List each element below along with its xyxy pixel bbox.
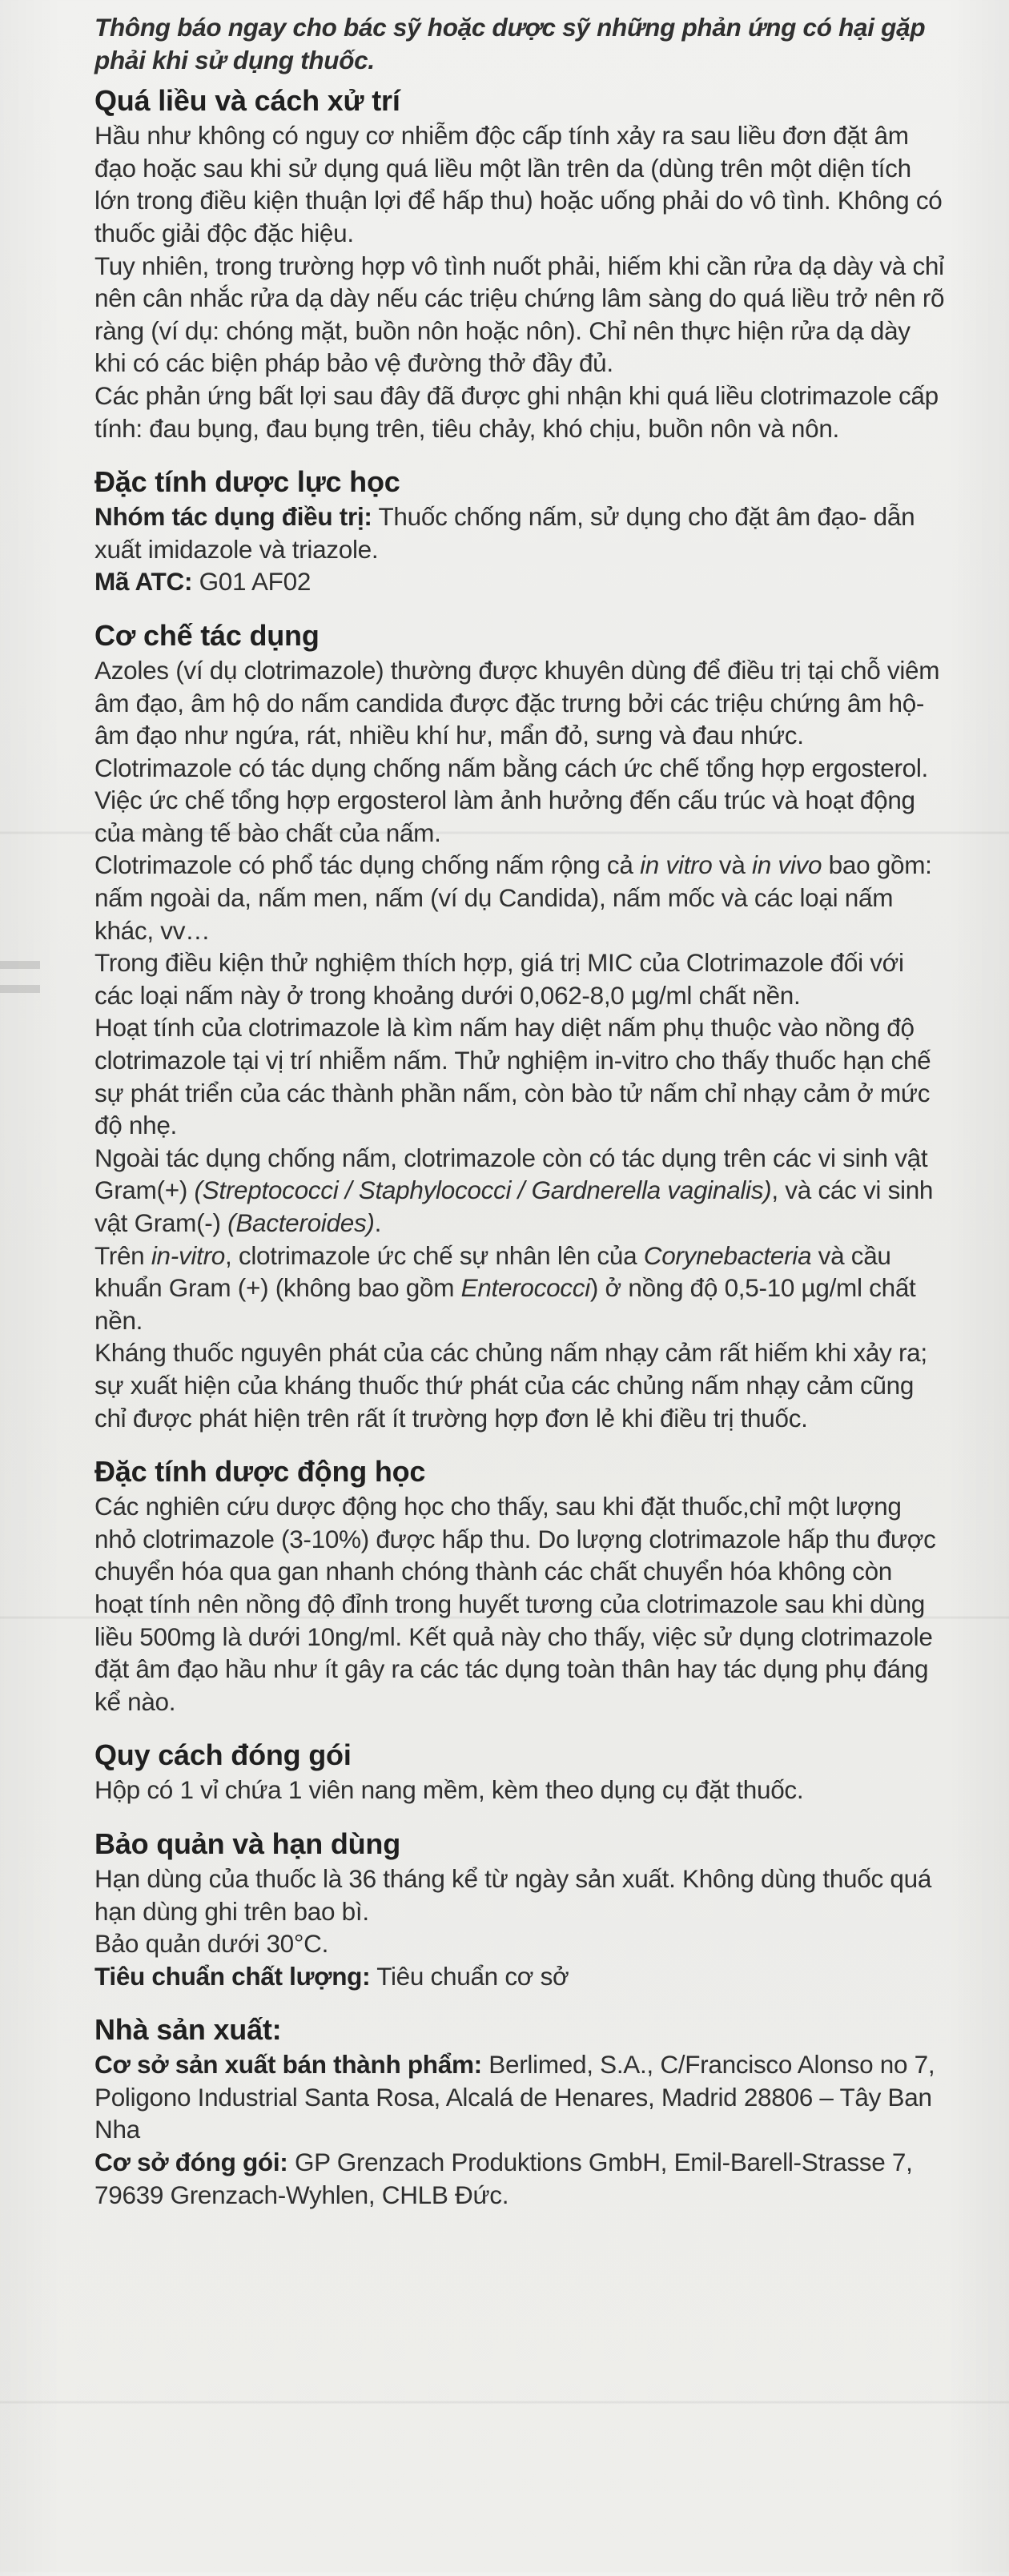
text-run: bao gồm: nấm ngoài da, nấm men, nấm (ví dụ Candida), nấm mốc và các loại nấm khác, vv… [94, 850, 932, 945]
pharmacokinetics-paragraph: Các nghiên cứu dược động học cho thấy, sau khi đặt thuốc,chỉ một lượng nhỏ clotrimazole (3-10%) được hấp thu. Do lượng clotrimazole hấp thu được chuyển hóa qua gan nhanh chóng thành các chất chuyển hóa không còn hoạt tính nên nồng độ đỉnh trong huyết tương của clotrimazole sau khi dùng liều 500mg là dưới 10ng/ml. Kết quả này cho thấy, việc sử dụng clotrimazole đặt âm đạo hầu như ít gây ra các tác dụng toàn thân hay tác dụng phụ đáng kể nào. [94, 1492, 936, 1716]
mechanism-paragraph: Azoles (ví dụ clotrimazole) thường được khuyên dùng để điều trị tại chỗ viêm âm đạo, âm hộ do nấm candida được đặc trưng bởi các triệu chứng âm hộ- âm đạo như ngứa, rát, nhiều khí hư, mẩn đỏ, sưng và đau nhức. [94, 655, 940, 750]
packaging-site [94, 2146, 945, 2211]
text-run: ) ở nồng độ 0,5-10 µg/ml chất nền. [94, 1273, 916, 1335]
packaging-paragraph: Hộp có 1 vỉ chứa 1 viên nang mềm, kèm theo dụng cụ đặt thuốc. [94, 1775, 804, 1805]
manufacturing-site-address: Berlimed, S.A., C/Francisco Alonso no 7, Poligono Industrial Santa Rosa, Alcalá de Henares, Madrid 28806 – Tây Ban Nha [94, 2050, 935, 2144]
text-run-italic: Corynebacteria [643, 1240, 812, 1270]
quality-standard [94, 1960, 945, 1993]
mechanism-paragraph [94, 849, 945, 946]
text-run: , clotrimazole ức chế sự nhân lên của [224, 1240, 644, 1270]
quality-standard-value: Tiêu chuẩn cơ sở [370, 1961, 569, 1991]
text-run-italic: Enterococci [460, 1273, 590, 1303]
text-run: Ngoài tác dụng chống nấm, clotrimazole còn có tác dụng trên các vi sinh vật Gram(+) [94, 1143, 928, 1205]
atc-value: G01 AF02 [192, 567, 312, 597]
storage-condition-text: Bảo quản dưới 30°C. [94, 1929, 329, 1959]
storage-heading: Bảo quản và hạn dùng [94, 1827, 401, 1860]
mechanism-paragraph: Trong điều kiện thử nghiệm thích hợp, giá trị MIC của Clotrimazole đối với các loại nấm này ở trong khoảng dưới 0,062-8,0 µg/ml chất nền. [94, 948, 904, 1010]
packaging-site-address: GP Grenzach Produktions GmbH, Emil-Barell-Strasse 7, 79639 Grenzach-Wyhlen, CHLB Đức. [94, 2148, 913, 2209]
text-run: Clotrimazole có phổ tác dụng chống nấm rộng cả [94, 850, 641, 880]
manufacturer-heading: Nhà sản xuất: [94, 2013, 282, 2047]
overdose-paragraph: Hầu như không có nguy cơ nhiễm độc cấp tính xảy ra sau liều đơn đặt âm đạo hoặc sau khi sử dụng quá liều một lần trên da (dùng trên một diện tích lớn trong điều kiện thuận lợi để hấp thu) hoặc uống phải do vô tình. Không có thuốc giải độc đặc hiệu. [94, 121, 943, 247]
leaflet-text [94, 11, 945, 2211]
packaging-site-label: Cơ sở đóng gói: [94, 2148, 288, 2177]
text-run-italic: (Bacteroides) [227, 1208, 375, 1237]
mechanism-paragraph [94, 1240, 945, 1337]
scan-edge-mark [0, 961, 40, 969]
mechanism-paragraph [94, 1142, 945, 1240]
quality-standard-label: Tiêu chuẩn chất lượng: [94, 1961, 371, 1991]
overdose-paragraph: Tuy nhiên, trong trường hợp vô tình nuốt phải, hiếm khi cần rửa dạ dày và chỉ nên cân nhắc rửa dạ dày nếu các triệu chứng lâm sàng do quá liều trở nên rõ ràng (ví dụ: chóng mặt, buồn nôn hoặc nôn). Chỉ nên thực hiện rửa dạ dày khi có các biện pháp bảo vệ đường thở đầy đủ. [94, 251, 945, 378]
mechanism-paragraph: Kháng thuốc nguyên phát của các chủng nấm nhạy cảm rất hiếm khi xảy ra; sự xuất hiện của kháng thuốc thứ phát của các chủng nấm nhạy cảm cũng chỉ được phát hiện trên rất ít trường hợp đơn lẻ khi điều trị thuốc. [94, 1338, 927, 1433]
mechanism-paragraph: Clotrimazole có tác dụng chống nấm bằng cách ức chế tổng hợp ergosterol. Việc ức chế tổng hợp ergosterol làm ảnh hưởng đến cấu trúc và hoạt động của màng tế bào chất của nấm. [94, 753, 929, 847]
shelf-life-text: Hạn dùng của thuốc là 36 tháng kể từ ngày sản xuất. Không dùng thuốc quá hạn dùng ghi trên bao bì. [94, 1863, 932, 1926]
mechanism-paragraph: Hoạt tính của clotrimazole là kìm nấm hay diệt nấm phụ thuộc vào nồng độ clotrimazole tại vị trí nhiễm nấm. Thử nghiệm in-vitro cho thấy thuốc hạn chế sự phát triển của các thành phần nấm, còn bào tử nấm chỉ nhạy cảm ở mức độ nhẹ. [94, 1013, 931, 1140]
text-run: , và các vi sinh vật Gram(-) [94, 1175, 934, 1237]
text-run-italic: (Streptococci / Staphylococci / Gardnerella vaginalis) [194, 1175, 772, 1205]
text-run-italic: in vitro [640, 850, 713, 880]
mechanism-heading: Cơ chế tác dụng [94, 618, 320, 652]
packaging-heading: Quy cách đóng gói [94, 1738, 352, 1772]
manufacturing-site-label: Cơ sở sản xuất bán thành phẩm: [94, 2050, 482, 2080]
text-run: và [712, 850, 753, 880]
scan-edge-mark [0, 985, 40, 993]
overdose-heading: Quá liều và cách xử trí [94, 84, 400, 118]
therapeutic-group-text: Thuốc chống nấm, sử dụng cho đặt âm đạo- dẫn xuất imidazole và triazole. [94, 502, 915, 564]
therapeutic-group-label: Nhóm tác dụng điều trị: [94, 502, 372, 532]
text-run-italic: in-vitro [151, 1240, 225, 1270]
text-run: Trên [94, 1240, 151, 1270]
atc-label: Mã ATC: [94, 567, 193, 597]
text-run: . [374, 1208, 382, 1237]
text-run-italic: in vivo [752, 850, 822, 880]
overdose-paragraph: Các phản ứng bất lợi sau đây đã được ghi nhận khi quá liều clotrimazole cấp tính: đau bụng, đau bụng trên, tiêu chảy, khó chịu, buồn nôn và nôn. [94, 380, 939, 443]
pharmacodynamics-heading: Đặc tính dược lực học [94, 465, 400, 499]
manufacturing-site [94, 2048, 945, 2146]
pharmacokinetics-heading: Đặc tính dược động học [94, 1455, 426, 1489]
atc-code [94, 565, 945, 598]
text-run: và cầu khuẩn Gram (+) (không bao gồm [94, 1240, 891, 1303]
therapeutic-group [94, 500, 945, 565]
intro-notice: Thông báo ngay cho bác sỹ hoặc dược sỹ những phản ứng có hại gặp phải khi sử dụng thuốc. [94, 13, 926, 74]
